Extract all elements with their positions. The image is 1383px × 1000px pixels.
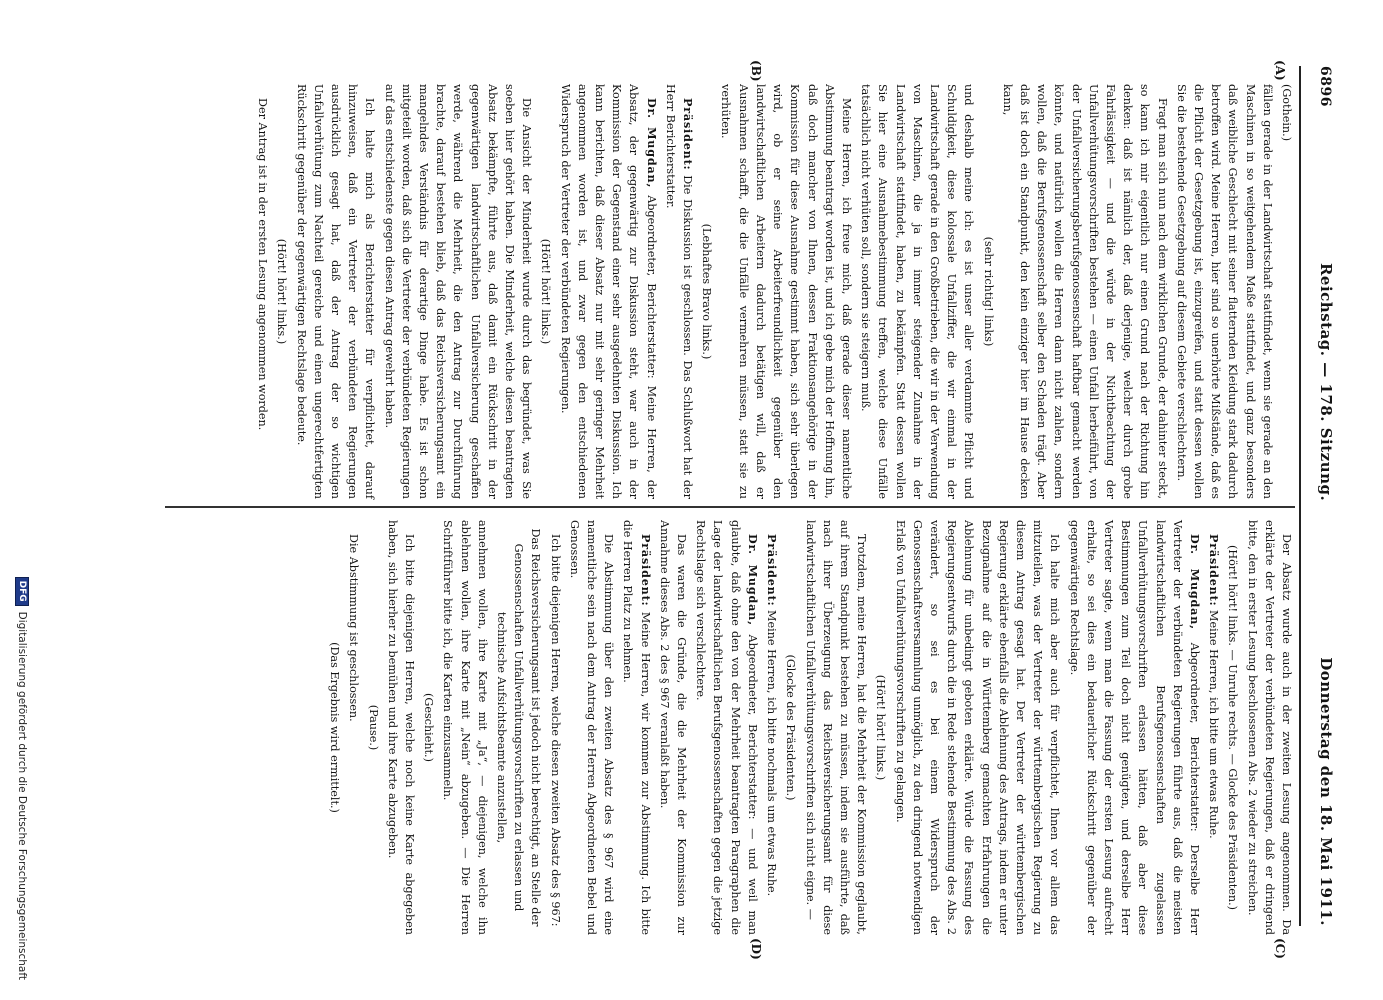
speech-text: Abgeordneter, Berichterstatter: — und weil man glaubte, daß ohne den von der Mehrheit beantragten Paragraphen die Lage der landwirtschaftlichen Berufsgenossenschaften gegen die jetzige Rechtslage sich verschlechtere. xyxy=(694,520,759,935)
right-column xyxy=(125,520,1295,935)
interjection: (Pause.) xyxy=(366,704,380,751)
speech-text: Meine Herren, ich bitte um etwas Ruhe. xyxy=(1207,610,1221,839)
dfg-logo: DFG xyxy=(15,577,29,606)
interjection: (Hört! hört! links.) xyxy=(539,238,553,345)
footer-credit: Digitalisierung gefördert durch die Deutsche Forschungsgemeinschaft xyxy=(16,611,28,980)
margin-marker-b: (B) xyxy=(749,60,763,82)
paragraph: annehmen wollen, ihre Karte mit „Ja“, — diejenigen, welche ihn ablehnen wollen, ihre Karte mit „Nein“ abzugeben. — Die Herren Schriftführer bitte ich, die Karten einzusammeln. xyxy=(441,520,489,935)
margin-marker-a: (A) xyxy=(1273,60,1287,81)
paragraph: Trotzdem, meine Herren, hat die Mehrheit der Kommission geglaubt, auf ihrem Standpunkt bestehen zu müssen, indem sie ausführte, daß nach ihrer Überzeugung das Reichsversicherungsamt für diese landwirtschaftlichen Unfallverhütungsvorschriften sich nicht eigne. — xyxy=(803,520,869,935)
quoted-paragraph: Das Reichsversicherungsamt ist jedoch nicht berechtigt, an Stelle der Genossenschaften Unfallverhütungsvorschriften zu erlassen und technische Aufsichtsbeamte anzustellen, xyxy=(495,528,543,927)
speaker-label: Präsident: xyxy=(681,98,696,171)
paragraph: Ich halte mich aber auch für verpflichtet, Ihnen vor allem das mitzuteilen, was der Vertreter der württembergischen Regierung zu diesem Antrag gesagt hat. Der Vertreter der württembergischen Regierung erklärte ebenfalls die Ablehnung des Antrags, indem er unter Bezugnahme auf die in Württemberg gemachten Erfahrungen die Ablehnung für unbedingt geboten erklärte. Würde die Fassung des Regierungsentwurfs durch die in Rede stehende Bestimmung des Abs. 2 verändert, so sei es bei einem Widerspruch der Genossenschaftsversammlung unmöglich, zu den dringend notwendigen Erlaß von Unfallverhütungsvorschriften zu gelangen. xyxy=(893,520,1062,935)
interjection: (Glocke des Präsidenten.) xyxy=(784,654,798,801)
speech-paragraph xyxy=(692,520,761,935)
paragraph: Der Antrag ist in der ersten Lesung angenommen worden. xyxy=(256,98,270,431)
interjection: (Hört! hört! links. — Unruhe rechts. — Glocke des Präsidenten.) xyxy=(1226,544,1240,911)
speech-paragraph xyxy=(556,84,659,499)
header-rule xyxy=(1299,66,1301,926)
paragraph: Der Absatz wurde auch in der zweiten Lesung angenommen. Da erklärte der Vertreter der verbündeten Regierungen, daß er dringend bitte, den in erster Lesung beschlossenen Abs. 2 wieder zu streichen. xyxy=(1245,520,1293,935)
speaker-tag: (Gothein.) xyxy=(1280,84,1293,142)
speech-text: Die Diskussion ist geschlossen. Das Schlußwort hat der Herr Berichterstatter. xyxy=(663,84,695,499)
page-footer xyxy=(12,0,32,1000)
interjection: (Hört! hört! links.) xyxy=(874,674,888,781)
interjection: (Das Ergebnis wird ermittelt.) xyxy=(328,642,342,813)
speaker-label: Dr. Mugdan, xyxy=(644,98,659,189)
speech-text: Abgeordneter, Berichterstatter: Derselbe Herr Vertreter der verbündeten Regierungen führte aus, daß die meisten landwirtschaftlichen Berufsgenossenschaften zugelassen Unfallverhütungsvorschriften erlassen hätten, daß aber diese Bestimmungen zum Teil doch nicht genügten, und derselbe Herr Vertreter sagte, wenn man die Fassung der ersten Lesung aufrecht erhalte, so sei dies ein bedauerlicher Rückschritt gegenüber der gegenwärtigen Rechtslage. xyxy=(1067,520,1201,935)
page-number: 6896 xyxy=(1317,66,1333,107)
paragraph: Ich halte mich als Berichterstatter für verpflichtet, darauf hinzuweisen, daß ein Vertreter der verbündeten Regierungen ausdrücklich gesagt hat, daß der Antrag der so wichtigen Unfallverhütung zum Nachteil gereiche und einen ungerechtfertigten Rückschritt gegenüber der gegenwärtigen Rechtslage bedeute. xyxy=(294,84,377,499)
paragraph: fällen gerade in der Landwirtschaft stattfindet, wenn sie gerade an den Maschinen in so weitgehendem Maße stattfindet, und ganz besonders daß weibliche Geschlecht mit seiner flatternden Kleidung stark dadurch betroffen wird. Meine Herren, hier sind so unerhörte Mißstände, daß es die Pflicht der Gesetzgebung ist, einzugreifen, und statt dessen wollen Sie die bestehende Gesetzgebung auf diesem Gebiete verschlechtern. xyxy=(1174,84,1274,499)
paragraph: und deshalb meine ich: es ist unser aller verdammte Pflicht und Schuldigkeit, diese kolossale Unfallziffer, die wir einmal in der Landwirtschaft gerade in den Großbetrieben, die wir in der Verwendung von Maschinen, die ja in immer steigender Zunahme in der Landwirtschaft stattfindet, haben, zu bekämpfen. Statt dessen wollen Sie hier eine Ausnahmebestimmung treffen, welche diese Unfälle tatsächlich nicht verhüten soll, sondern sie steigern muß. xyxy=(859,84,976,499)
margin-marker-c: (C) xyxy=(1273,938,1287,959)
speaker-label: Dr. Mugdan, xyxy=(745,534,760,626)
speech-paragraph xyxy=(1065,520,1203,935)
speech-paragraph xyxy=(619,520,653,935)
interjection: (sehr richtig! links) xyxy=(981,236,995,347)
paragraph: Ich bitte diejenigen Herren, welche noch keine Karte abgegeben haben, sich hierher zu bemühen und ihre Karte abzugeben. xyxy=(385,520,417,935)
interjection: (Lebhaftes Bravo links.) xyxy=(700,223,714,360)
speech-paragraph xyxy=(662,84,696,499)
margin-marker-d: (D) xyxy=(749,938,763,960)
paragraph: Die Abstimmung über den zweiten Absatz des § 967 wird eine namentliche sein nach dem Antrag der Herren Abgeordneten Bebel und Genossen. xyxy=(567,520,616,935)
paragraph: Die Abstimmung ist geschlossen. xyxy=(347,534,361,722)
left-column xyxy=(125,84,1295,499)
speech-text: Abgeordneter, Berichterstatter: Meine Herren, der Absatz, der gegenwärtig zur Diskussion steht, war auch in der Kommission der Gegenstand einer sehr ausgedehnten Diskussion. Ich kann berichten, daß dieser Absatz nur mit sehr geringer Mehrheit angenommen worden ist, und zwar gegen den entschiedenen Widerspruch der Vertreter der verbündeten Regierungen. xyxy=(558,84,658,499)
interjection: (Geschieht.) xyxy=(422,693,436,762)
speaker-label: Präsident: xyxy=(765,534,780,607)
session-date: Donnerstag den 18. Mai 1911. xyxy=(1317,657,1335,926)
speech-paragraph xyxy=(1205,520,1222,935)
paragraph: Das waren die Gründe, die die Mehrheit der Kommission zur Annahme dieses Abs. 2 des § 967 veranlaßt haben. xyxy=(657,520,689,935)
speech-paragraph xyxy=(763,520,780,935)
speaker-label: Präsident: xyxy=(638,534,653,607)
speech-text: Meine Herren, ich bitte nochmals um etwas Ruhe. xyxy=(765,610,779,897)
speaker-label: Präsident: xyxy=(1207,534,1222,607)
page-header xyxy=(1305,66,1335,926)
speech-text: Meine Herren, wir kommen zur Abstimmung. Ich bitte die Herren Platz zu nehmen. xyxy=(621,520,652,935)
paragraph: Fragt man sich nun nach dem wirklichen Grunde, der dahinter steckt, so kann ich mir eigentlich nur einen Grund nach der Richtung hin denken: daß ist nämlich der, daß derjenige, welcher durch grobe Fahrlässigkeit — und die würde in der Nichtbeachtung der Unfallverhütungsvorschriften bestehen — einen Unfall herbeiführt, von der Unfallversicherungsberufsgenossenschaft haftbar gemacht werden könnte, und natürlich wollen die Herren dann nicht zahlen, sondern wollen, daß die Berufsgenossenschaft selber den Schaden trägt. Aber daß ist doch ein Standpunkt, den kein einziger hier im Hause decken kann, xyxy=(1000,84,1169,499)
speaker-label: Dr. Mugdan, xyxy=(1187,534,1202,630)
paragraph: Ich bitte diejenigen Herren, welche diesen zweiten Absatz des § 967: xyxy=(548,534,562,927)
column-divider xyxy=(165,506,1295,508)
interjection: (Hört! hört! links.) xyxy=(275,238,289,345)
paragraph: Meine Herren, ich freue mich, daß gerade dieser namentliche Abstimmung beantragt worden ist, und ich gebe mich der Hoffnung hin, daß doch mancher von Ihnen, dessen Fraktionsangehörige in der Kommission für diese Ausnahme gestimmt haben, sich sehr überlegen wird, ob er seine Arbeiterfreundlichkeit gegenüber den landwirtschaftlichen Arbeitern dadurch betätigen will, daß er Ausnahmen schafft, die die Unfälle vermehren müssen, statt sie zu verhüten. xyxy=(719,84,853,499)
session-title: Reichstag. — 178. Sitzung. xyxy=(1317,262,1335,502)
paragraph: Die Ansicht der Minderheit wurde durch das begründet, was Sie soeben hier gehört haben. Die Minderheit, welche diesen beantragten Absatz bekämpfte, führte aus, daß damit ein Rückschritt in der gegenwärtigen landwirtschaftlichen Unfallversicherung geschaffen werde, während die Mehrheit, die den Antrag zur Durchführung brachte, darauf bestehen blieb, daß das Reichsversicherungsamt ein mangelndes Verständnis für derartige Dinge habe. Es ist schon mitgeteilt worden, daß sich die Vertreter der verbündeten Regierungen auf das entschiedenste gegen diesen Antrag gewehrt haben. xyxy=(382,84,534,499)
